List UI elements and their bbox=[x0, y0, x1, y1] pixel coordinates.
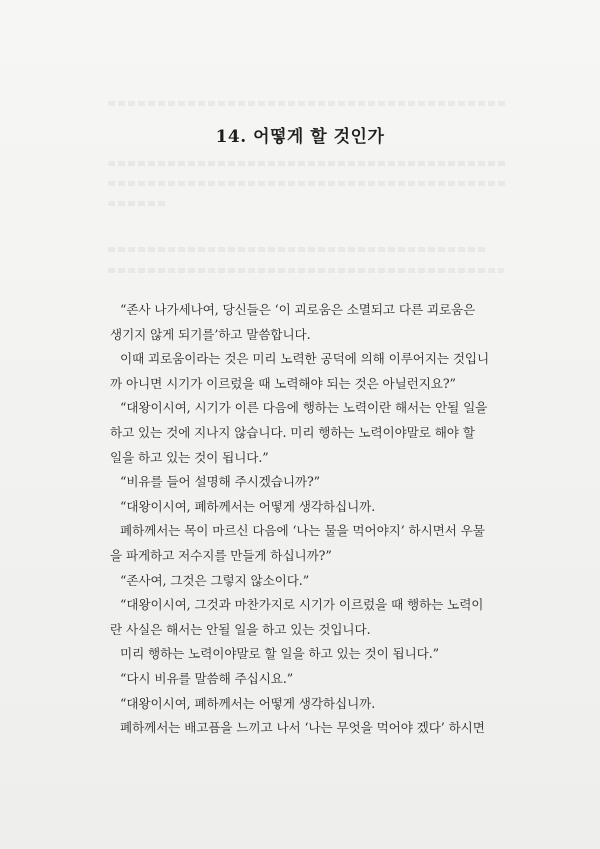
text-line: 을 파게하고 저수지를 만들게 하십니까?” bbox=[110, 547, 332, 563]
text-line: “대왕이시여, 폐하께서는 어떻게 생각하십니까. bbox=[120, 498, 376, 514]
text-line: “비유를 들어 설명해 주시겠습니까?” bbox=[120, 474, 320, 490]
text-line: 란 사실은 해서는 안될 일을 하고 있는 것입니다. bbox=[110, 621, 371, 637]
text-line: “존사 나가세나여, 당신들은 ‘이 괴로움은 소멸되고 다른 괴로움은 bbox=[120, 302, 476, 317]
text-line: “존사여, 그것은 그렇지 않소이다.” bbox=[120, 572, 310, 588]
text-line: 이때 괴로움이라는 것은 미리 노력한 공덕에 의해 이루어지는 것입니 bbox=[120, 351, 490, 367]
text-line: 생기지 않게 되기를’하고 말씀합니다. bbox=[110, 326, 311, 342]
bleed-through-line bbox=[108, 247, 488, 252]
text-line: 까 아니면 시기가 이르렀을 때 노력해야 되는 것은 아닐런지요?” bbox=[110, 375, 456, 391]
text-line: “대왕이시여, 그것과 마찬가지로 시기가 이르렀을 때 행하는 노력이 bbox=[120, 597, 484, 613]
bleed-through-line bbox=[108, 268, 504, 273]
text-line: 폐하께서는 배고픔을 느끼고 나서 ‘나는 무엇을 먹어야 겠다’ 하시면 bbox=[120, 720, 485, 736]
bleed-through-line bbox=[108, 201, 168, 206]
text-line: 폐하께서는 목이 마르신 다음에 ‘나는 물을 먹어야지’ 하시면서 우물 bbox=[120, 523, 485, 539]
text-line: “대왕이시여, 폐하께서는 어떻게 생각하십니까. bbox=[120, 695, 376, 711]
text-line: “대왕이시여, 시기가 이른 다음에 행하는 노력이란 해서는 안될 일을 bbox=[120, 400, 488, 416]
text-line: 미리 행하는 노력이야말로 할 일을 하고 있는 것이 됩니다.” bbox=[120, 646, 439, 662]
text-line: “다시 비유를 말씀해 주십시요.” bbox=[120, 670, 294, 686]
bleed-through-line bbox=[108, 101, 508, 106]
bleed-through-line bbox=[108, 161, 506, 166]
chapter-title: 14. 어떻게 할 것인가 bbox=[215, 127, 385, 147]
bleed-through-line bbox=[108, 181, 508, 186]
text-line: 하고 있는 것에 지나지 않습니다. 미리 행하는 노력이야말로 해야 할 bbox=[110, 424, 475, 440]
text-line: 일을 하고 있는 것이 됩니다.” bbox=[110, 449, 269, 465]
body-text bbox=[110, 298, 522, 741]
